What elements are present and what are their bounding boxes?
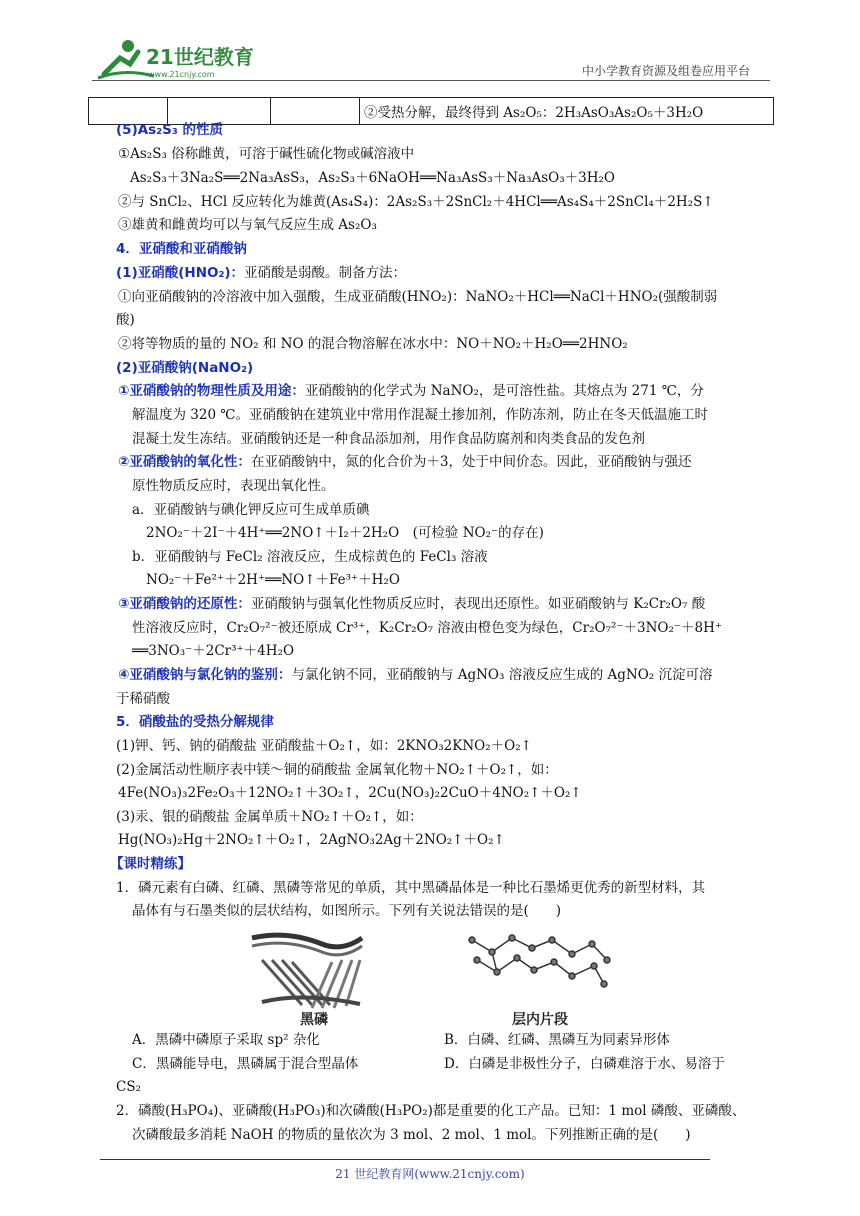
text-line [116,878,705,898]
section-heading: ③亚硝酸钠的还原性： [118,596,251,612]
line-text: (2)金属活动性顺序表中镁～铜的硝酸盐 金属氧化物＋NO₂↑＋O₂↑，如： [116,762,558,778]
figure-label-right: 层内片段 [512,1012,568,1028]
line-text: 于稀硝酸 [116,691,170,707]
text-line [116,263,406,283]
text-line [118,452,692,472]
text-line [132,1030,320,1050]
line-text: ①向亚硝酸钠的冷溶液中加入强酸，生成亚硝酸(HNO₂)：NaNO₂＋HCl══NaCl＋HNO₂(强酸制弱 [118,289,718,305]
text-line [146,570,400,590]
line-text: b．亚硝酸钠与 FeCl₂ 溶液反应，生成棕黄色的 FeCl₃ 溶液 [132,549,488,565]
line-text: ③雄黄和雌黄均可以与氧气反应生成 As₂O₃ [118,217,377,233]
text-line [116,712,274,732]
section-heading: (5)As₂S₃ 的性质 [116,122,223,138]
text-line [116,807,423,827]
line-text: 亚硝酸是弱酸。制备方法： [244,265,407,281]
section-heading: 4．亚硝酸和亚硝酸钠 [116,241,247,257]
black-phosphorus-structure-image [252,935,362,1008]
section-heading: ①亚硝酸钠的物理性质及用途： [118,383,305,399]
text-line [132,1054,358,1074]
section-heading: 【课时精练】 [110,856,191,872]
figure-label-left: 黑磷 [300,1012,328,1028]
text-line [110,854,191,874]
line-text: As₂S₃＋3Na₂S══2Na₃AsS₃，As₂S₃＋6NaOH══Na₃AsS₃＋Na₃AsO₃＋3H₂O [130,170,615,186]
section-heading: (1)亚硝酸(HNO₂)： [116,265,245,281]
line-text: 酸) [116,312,135,328]
line-text: Hg(NO₃)₂Hg＋2NO₂↑＋O₂↑，2AgNO₃2Ag＋2NO₂↑＋O₂↑ [118,832,505,848]
text-line [118,783,582,803]
text-line [132,500,370,520]
text-line [116,120,223,140]
header-platform-name: 中小学教育资源及组卷应用平台 [581,64,750,78]
text-line [444,1030,670,1050]
line-text: D．白磷是非极性分子，白磷难溶于水、易溶于 [444,1056,725,1072]
line-text: ══3NO₃⁻＋2Cr³⁺＋4H₂O [132,643,295,659]
line-text: 1．磷元素有白磷、红磷、黑磷等常见的单质，其中黑磷晶体是一种比石墨烯更优秀的新型材料，其 [116,880,706,896]
black-phosphorus-figure [242,930,622,1030]
text-line [118,665,712,685]
text-line [116,760,558,780]
line-text: 原性物质反应时，表现出氧化性。 [132,478,335,494]
line-text: (1)钾、钙、钠的硝酸盐 亚硝酸盐＋O₂↑，如：2KNO₃2KNO₂＋O₂↑ [116,738,532,754]
line-text: 2．磷酸(H₃PO₄)、亚磷酸(H₃PO₃)和次磷酸(H₃PO₂)都是重要的化工产品。已知：1 mol 磷酸、亚磷酸、 [116,1103,746,1119]
text-line [116,1101,745,1121]
table-cell: ②受热分解，最终得到 As₂O₅：2H₃AsO₃As₂O₅＋3H₂O [360,98,774,125]
line-text: 在亚硝酸钠中，氮的化合价为＋3，处于中间价态。因此，亚硝酸钠与强还 [250,454,692,470]
text-line [444,1054,725,1074]
section-heading: (2)亚硝酸钠(NaNO₂) [116,360,254,376]
text-line [132,901,561,921]
line-text: 混凝土发生冻结。亚硝酸钠还是一种食品添加剂，用作食品防腐剂和肉类食品的发色剂 [132,431,645,447]
text-line [132,429,645,449]
text-line [130,168,615,188]
line-text: B．白磷、红磷、黑磷互为同素异形体 [444,1032,670,1048]
line-text: A．黑磷中磷原子采取 sp² 杂化 [132,1032,320,1048]
text-line [118,381,704,401]
header-divider [92,80,770,81]
line-text: 次磷酸最多消耗 NaOH 的物质的量依次为 3 mol、2 mol、1 mol。下列推断正确的是( ) [132,1127,691,1143]
text-line [132,1125,691,1145]
line-text: C．黑磷能导电，黑磷属于混合型晶体 [132,1056,359,1072]
section-heading: ④亚硝酸钠与氯化钠的鉴别： [118,667,292,683]
site-logo [94,34,254,82]
text-line [118,215,377,235]
text-line [118,830,505,850]
line-text: 亚硝酸钠与强氧化性物质反应时，表现出还原性。如亚硝酸钠与 K₂Cr₂O₇ 酸 [250,596,706,612]
text-line [116,310,135,330]
layer-fragment-image [469,935,610,987]
text-line [118,192,714,212]
section-heading: ②亚硝酸钠的氧化性： [118,454,251,470]
line-text: NO₂⁻＋Fe²⁺＋2H⁺══NO↑＋Fe³⁺＋H₂O [146,572,400,588]
text-line [116,736,532,756]
text-line [118,334,628,354]
footer-divider [100,1159,710,1160]
text-line [118,287,717,307]
line-text: ①As₂S₃ 俗称雌黄，可溶于碱性硫化物或碱溶液中 [118,146,415,162]
line-text: 亚硝酸钠的化学式为 NaNO₂，是可溶性盐。其熔点为 271 ℃，分 [304,383,704,399]
text-line [132,476,335,496]
text-line [116,239,247,259]
line-text: a．亚硝酸钠与碘化钾反应可生成单质碘 [132,502,370,518]
line-text: 4Fe(NO₃)₃2Fe₂O₃＋12NO₂↑＋3O₂↑，2Cu(NO₃)₂2CuO＋4NO₂↑＋O₂↑ [118,785,582,801]
text-line [132,405,708,425]
line-text: 解温度为 320 ℃。亚硝酸钠在建筑业中常用作混凝土掺加剂，作防冻剂，防止在冬天低温施工时 [132,407,708,423]
line-text: 晶体有与石墨类似的层状结构，如图所示。下列有关说法错误的是( ) [132,903,562,919]
text-line [132,641,294,661]
line-text: 2NO₂⁻＋2I⁻＋4H⁺══2NO↑＋I₂＋2H₂O (可检验 NO₂⁻的存在) [146,525,544,541]
line-text: CS₂ [116,1079,141,1095]
text-line [118,594,705,614]
line-text: 性溶液反应时，Cr₂O₇²⁻被还原成 Cr³⁺，K₂Cr₂O₇ 溶液由橙色变为绿色，Cr₂O₇²⁻＋3NO₂⁻＋8H⁺ [132,620,722,636]
logo-url: www.21cnjy.com [148,70,215,79]
line-text: (3)汞、银的硝酸盐 金属单质＋NO₂↑＋O₂↑，如： [116,809,423,825]
section-heading: 5．硝酸盐的受热分解规律 [116,714,274,730]
text-line [118,144,414,164]
text-line [132,547,488,567]
text-line [116,358,253,378]
line-text: ②与 SnCl₂、HCl 反应转化为雄黄(As₄S₄)：2As₂S₃＋2SnCl₂＋4HCl══As₄S₄＋2SnCl₄＋2H₂S↑ [118,194,714,210]
line-text: ②将等物质的量的 NO₂ 和 NO 的混合物溶解在冰水中：NO＋NO₂＋H₂O══2HNO₂ [118,336,628,352]
logo-text: 21世纪教育 [146,45,254,69]
text-line [116,1077,141,1097]
text-line [116,689,170,709]
table-cell [271,98,360,125]
text-line [132,618,722,638]
line-text: 与氯化钠不同，亚硝酸钠与 AgNO₃ 溶液反应生成的 AgNO₂ 沉淀可溶 [291,667,713,683]
footer-text: 21 世纪教育网(www.21cnjy.com) [335,1167,525,1181]
text-line [146,523,544,543]
